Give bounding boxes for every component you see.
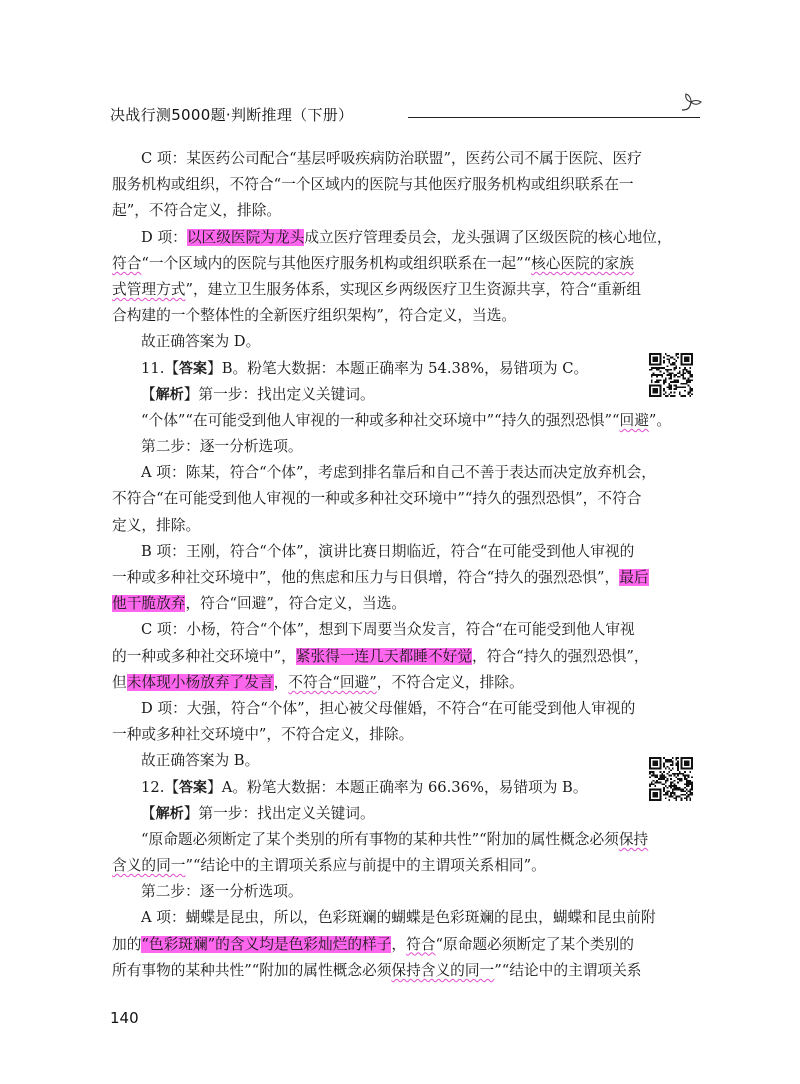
question-11-answer bbox=[112, 356, 672, 775]
analysis-label: 解析 bbox=[155, 386, 184, 403]
text-line: 【解析】第一步：找出定义关键词。 bbox=[141, 804, 375, 822]
text-line: “原命题必须断定了某个类别的所有事物的某种共性”“附加的属性概念必须保持 bbox=[141, 830, 649, 848]
analysis-label: 解析 bbox=[155, 805, 184, 822]
text-line: D 项：以区级医院为龙头成立医疗管理委员会，龙头强调了区级医院的核心地位， bbox=[141, 228, 672, 246]
text-line: 符合“一个区域内的医院与其他医疗服务机构或组织联系在一起”“核心医院的家族 bbox=[112, 254, 634, 272]
text-line: 的一种或多种社交环境中”，紧张得一连几天都睡不好觉，符合“持久的强烈恐惧”， bbox=[112, 647, 649, 665]
text-line: C 项：小杨，符合“个体”，想到下周要当众发言，符合“在可能受到他人审视 bbox=[141, 621, 635, 639]
text-line: 起”，不符合定义，排除。 bbox=[112, 202, 282, 220]
wavy-underline: 回避 bbox=[619, 411, 649, 429]
text-line: 故正确答案为 D。 bbox=[141, 333, 261, 351]
answer-label: 答案 bbox=[179, 779, 208, 796]
text-line: 含义的同一”“结论中的主谓项关系应与前提中的主谓项关系相同”。 bbox=[112, 857, 546, 875]
text-line: 所有事物的某种共性”“附加的属性概念必须保持含义的同一”“结论中的主谓项关系 bbox=[112, 961, 642, 979]
paragraph bbox=[112, 146, 642, 225]
answer-label: 答案 bbox=[179, 360, 208, 377]
text-line: A 项：陈某，符合“个体”，考虑到排名靠后和自己不善于表达而决定放弃机会， bbox=[141, 464, 656, 482]
text-line: 故正确答案为 B。 bbox=[141, 752, 260, 770]
wavy-underline: 保持含义的同一 bbox=[391, 961, 495, 979]
text-line: 加的“色彩斑斓”的含义均是色彩灿烂的样子，符合“原命题必须断定了某个类别的 bbox=[112, 935, 634, 953]
page-number: 140 bbox=[110, 1009, 139, 1027]
wavy-underline: 核心医院的家族 bbox=[531, 254, 634, 272]
question-12-answer bbox=[112, 775, 656, 985]
wavy-underline: 不符合“回避” bbox=[288, 673, 377, 691]
paragraph bbox=[112, 329, 632, 355]
wavy-underline: 符合 bbox=[406, 935, 436, 953]
highlight: 最后 bbox=[619, 569, 649, 586]
text-line: “个体”“在可能受到他人审视的一种或多种社交环境中”“持久的强烈恐惧”“回避”。 bbox=[141, 411, 672, 429]
text-line: 他干脆放弃，符合“回避”，符合定义，当选。 bbox=[112, 595, 407, 613]
text-line: 但未体现小杨放弃了发言，不符合“回避”，不符合定义，排除。 bbox=[112, 673, 524, 691]
header-rule bbox=[408, 117, 700, 118]
wavy-underline: 式管理方式 bbox=[112, 280, 186, 298]
wavy-underline: 含义的同一 bbox=[112, 857, 186, 875]
highlight: 以区级医院为龙头 bbox=[186, 228, 305, 246]
highlight: 他干脆放弃 bbox=[112, 595, 186, 613]
paragraph bbox=[112, 225, 672, 330]
text-line: 服务机构或组织，不符合“一个区域内的医院与其他医疗服务机构或组织联系在一 bbox=[112, 176, 634, 194]
text-line: 12.【答案】A。粉笔大数据：本题正确率为 66.36%，易错项为 B。 bbox=[141, 778, 588, 796]
text-line: A 项：蝴蝶是昆虫，所以，色彩斑斓的蝴蝶是色彩斑斓的昆虫，蝴蝶和昆虫前附 bbox=[141, 909, 656, 927]
highlight: “色彩斑斓”的含义均是色彩灿烂的样子 bbox=[141, 935, 392, 953]
text-line: 不符合“在可能受到他人审视的一种或多种社交环境中”“持久的强烈恐惧”，不符合 bbox=[112, 490, 642, 508]
text-line: 第二步：逐一分析选项。 bbox=[141, 883, 303, 901]
highlight: 未体现小杨放弃了发言 bbox=[126, 673, 274, 691]
header-title: 决战行测5000题·判断推理（下册） bbox=[110, 106, 354, 124]
text-line: B 项：王刚，符合“个体”，演讲比赛日期临近，符合“在可能受到他人审视的 bbox=[141, 542, 635, 560]
text-line: 11.【答案】B。粉笔大数据：本题正确率为 54.38%，易错项为 C。 bbox=[141, 359, 589, 377]
text-line: 一种或多种社交环境中”，不符合定义，排除。 bbox=[112, 726, 414, 744]
wavy-underline: 保持 bbox=[618, 830, 649, 848]
wavy-underline: 符合 bbox=[112, 254, 142, 272]
answer-explanations bbox=[112, 146, 672, 984]
text-line: C 项：某医药公司配合“基层呼吸疾病防治联盟”，医药公司不属于医院、医疗 bbox=[141, 150, 642, 167]
sprout-icon bbox=[678, 90, 704, 112]
text-line: 【解析】第一步：找出定义关键词。 bbox=[141, 385, 375, 403]
text-line: D 项：大强，符合“个体”，担心被父母催婚，不符合“在可能受到他人审视的 bbox=[141, 699, 636, 717]
text-line: 合构建的一个整体性的全新医疗组织架构”，符合定义，当选。 bbox=[112, 307, 517, 325]
text-line: 第二步：逐一分析选项。 bbox=[141, 438, 303, 456]
qr-code-icon[interactable] bbox=[649, 757, 693, 801]
qr-code-icon[interactable] bbox=[649, 353, 693, 397]
text-line: 定义，排除。 bbox=[112, 516, 201, 534]
running-header bbox=[110, 98, 700, 126]
highlight: 紧张得一连几天都睡不好觉 bbox=[295, 647, 473, 665]
text-line: 式管理方式”，建立卫生服务体系，实现区乡两级医疗卫生资源共享，符合“重新组 bbox=[112, 280, 642, 298]
text-line: 一种或多种社交环境中”，他的焦虑和压力与日俱增，符合“持久的强烈恐惧”，最后 bbox=[112, 569, 649, 586]
